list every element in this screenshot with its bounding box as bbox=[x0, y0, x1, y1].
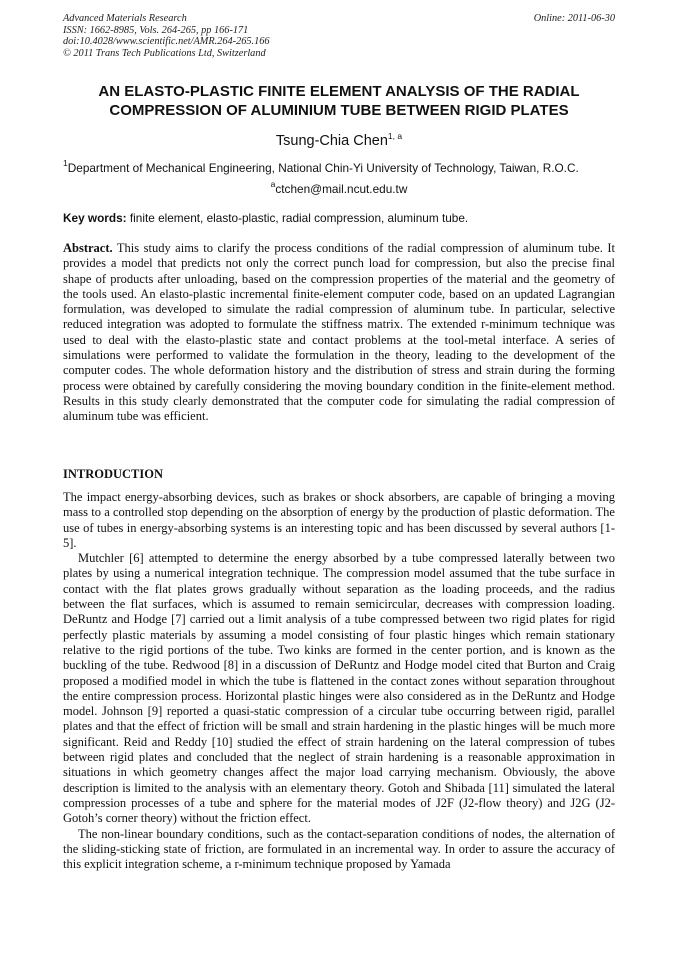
introduction-body bbox=[63, 490, 615, 872]
title-line-1: AN ELASTO-PLASTIC FINITE ELEMENT ANALYSIS OF THE RADIAL bbox=[98, 83, 580, 100]
abstract bbox=[63, 241, 615, 425]
title-line-2: COMPRESSION OF ALUMINIUM TUBE BETWEEN RIGID PLATES bbox=[109, 102, 569, 119]
email-superscript: a bbox=[270, 179, 276, 189]
author-superscript: 1, a bbox=[387, 131, 403, 141]
keywords-label: Key words: bbox=[63, 211, 127, 225]
intro-paragraph-3: The non-linear boundary conditions, such as the contact-separation conditions of nodes, the alternation of the sliding-sticking state of friction, are formulated in an incremental way. In order to assure the accuracy of this explicit integration scheme, a r-minimum technique proposed by Yamada bbox=[63, 826, 615, 872]
affiliation bbox=[63, 158, 623, 175]
author-line bbox=[0, 131, 678, 149]
abstract-text: This study aims to clarify the process conditions of the radial compression of aluminum tube. It provides a model that predicts not only the correct punch load for compression, but also the precise final shape of products after unloading, based on the compression properties of the material and the geometry of the tools used. An elasto-plastic incremental finite-element computer code, based on an updated Lagrangian formulation, was developed to simulate the radial compression of aluminum tube. In particular, selective reduced integration was adopted to formulate the stiffness matrix. The extended r-minimum technique was used to deal with the elasto-plastic state and contact problems at the tool-metal interface. A series of simulations were performed to validate the formulation in the theory, leading to the development of the computer codes. The whole deformation history and the distribution of stress and strain during the forming process were obtained by carefully considering the moving boundary condition in the finite-element method. Results in this study clearly demonstrated that the computer code for simulating the radial compression of aluminum tube was efficient. bbox=[63, 241, 615, 424]
author-name: Tsung-Chia Chen bbox=[275, 133, 388, 149]
email-line bbox=[0, 179, 678, 196]
journal-header bbox=[63, 13, 615, 59]
affiliation-superscript: 1 bbox=[63, 158, 68, 168]
introduction-heading: INTRODUCTION bbox=[63, 467, 164, 481]
affiliation-text: Department of Mechanical Engineering, National Chin-Yi University of Technology, Taiwan, R.O.C. bbox=[67, 161, 579, 175]
intro-paragraph-2: Mutchler [6] attempted to determine the energy absorbed by a tube compressed laterally between two plates by using a numerical integration technique. The compression model assumed that the tube surface in contact with the flat plates grows gradually without separation as the loading proceeds, and the radius between the flat surfaces, which is assumed to remain semicircular, decreases with compression loading. DeRuntz and Hodge [7] carried out a limit analysis of a tube compressed between two rigid plates for rigid perfectly plastic materials by assuming a model consisting of four plastic hinges which remain stationary relative to the rigid portions of the tube. Two kinks are formed in the center portion, and is known as the buckling of the tube. Redwood [8] in a discussion of DeRuntz and Hodge model cited that Burton and Craig proposed a modified model in which the tube is flattened in the contact zones without separation throughout the entire compression process. Horizontal plastic hinges were also considered as in the DeRuntz and Hodge model. Johnson [9] reported a quasi-static compression of a circular tube occurring between rigid, parallel plates and that the effect of friction will be small and strain hardening in the plastic hinges will be much more significant. Reid and Reddy [10] studied the effect of strain hardening on the lateral compression of tubes between rigid plates and concluded that the neglect of strain hardening is a reasonable approximation in situations in which geometry changes affect the major load carrying mechanism. Obviously, the above description is limited to the analysis with an elementary theory. Gotoh and Shibada [11] simulated the lateral compression processes of a tube and sphere for the material modes of J2F (J2-flow theory) and J2G (J2-Gotoh’s corner theory) without the friction effect. bbox=[63, 551, 615, 826]
keywords-text: finite element, elasto-plastic, radial compression, aluminum tube. bbox=[126, 211, 469, 225]
paper-title bbox=[40, 82, 638, 120]
doi-line: doi:10.4028/www.scientific.net/AMR.264-265.166 bbox=[63, 36, 270, 47]
online-date: Online: 2011-06-30 bbox=[533, 13, 615, 24]
keywords bbox=[63, 211, 615, 225]
email-address: ctchen@mail.ncut.edu.tw bbox=[275, 182, 408, 196]
copyright-line: © 2011 Trans Tech Publications Ltd, Switzerland bbox=[63, 47, 266, 59]
journal-name: Advanced Materials Research bbox=[63, 13, 187, 24]
abstract-label: Abstract. bbox=[63, 241, 113, 255]
intro-paragraph-1: The impact energy-absorbing devices, such as brakes or shock absorbers, are capable of bringing a moving mass to a controlled stop depending on the absorption of energy by the production of plastic deformation. The use of tubes in energy-absorbing systems is an interesting topic and has been discussed by several authors [1-5]. bbox=[63, 490, 615, 550]
issn-line: ISSN: 1662-8985, Vols. 264-265, pp 166-171 bbox=[63, 24, 249, 36]
